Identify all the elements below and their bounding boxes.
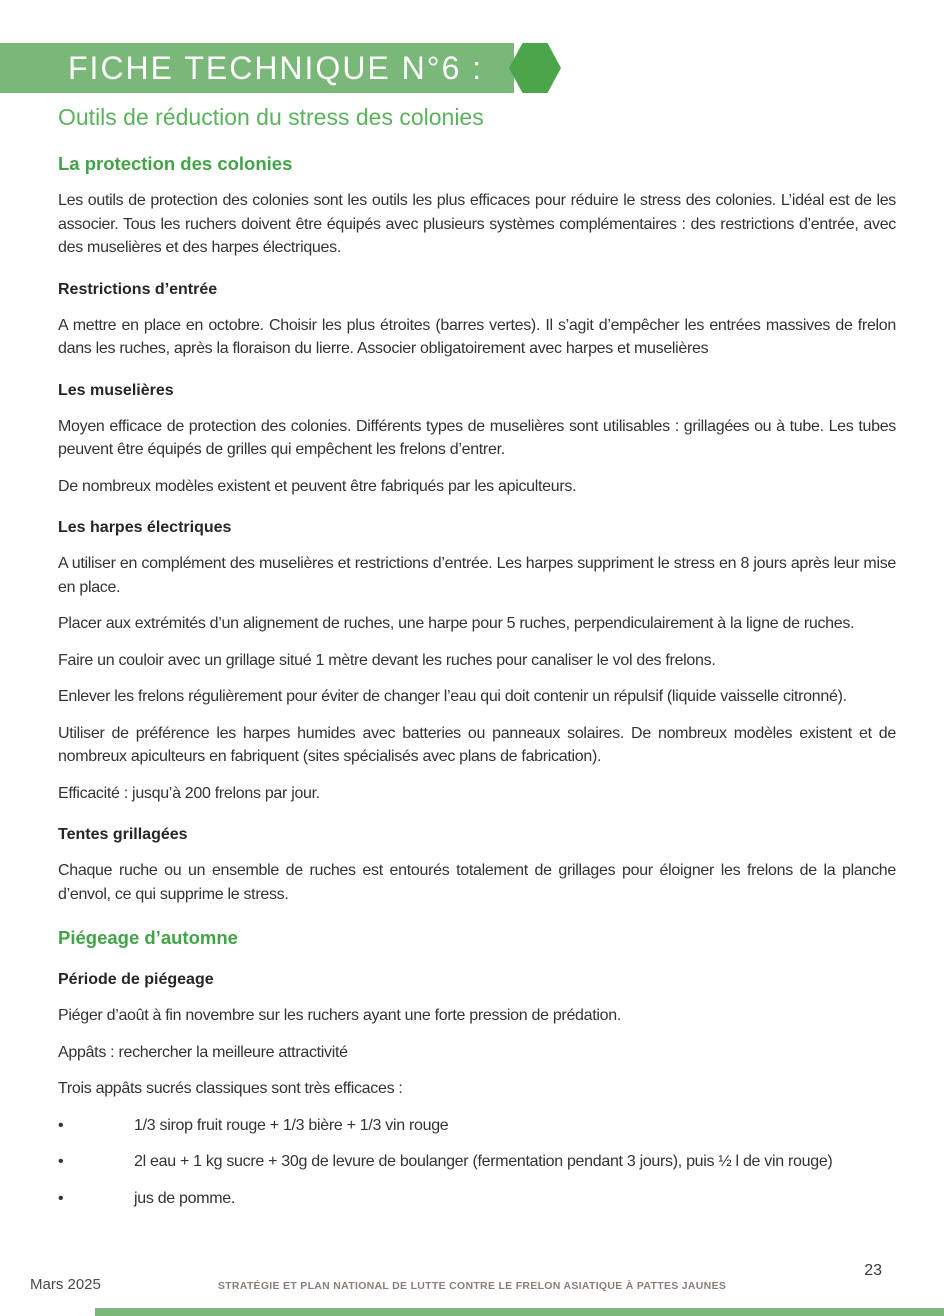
paragraph: Placer aux extrémités d’un alignement de ruches, une harpe pour 5 ruches, perpendiculairement à la ligne de ruches. — [58, 615, 855, 632]
bottom-green-strip — [95, 1308, 944, 1316]
paragraph: Les outils de protection des colonies sont les outils les plus efficaces pour réduire le stress des colonies. L’idéal est de les associer. Tous les ruchers doivent être équipés avec plusieurs systèmes complémentaires : des restrictions d’entrée, avec des muselières et des harpes électriques. — [58, 192, 896, 256]
paragraph: Piéger d’août à fin novembre sur les ruchers ayant une forte pression de prédation. — [58, 1007, 621, 1024]
document-subtitle: Outils de réduction du stress des colonies — [58, 104, 484, 130]
banner — [0, 43, 514, 93]
bullet-text: 2l eau + 1 kg sucre + 30g de levure de boulanger (fermentation pendant 3 jours), puis ½ l de vin rouge) — [134, 1153, 833, 1170]
bullet-icon: • — [58, 1153, 64, 1170]
document-content — [58, 102, 896, 1210]
content-blocks — [58, 152, 896, 1210]
subsection-heading: Les muselières — [58, 381, 174, 399]
footer-title: STRATÉGIE ET PLAN NATIONAL DE LUTTE CONTRE LE FRELON ASIATIQUE À PATTES JAUNES — [217, 1280, 727, 1292]
bullet-text: jus de pomme. — [134, 1189, 236, 1207]
subsection-heading: Restrictions d’entrée — [58, 280, 218, 298]
paragraph: A mettre en place en octobre. Choisir les plus étroites (barres vertes). Il s’agit d’empêcher les entrées massives de frelon dans les ruches, après la floraison du lierre. Associer obligatoirement avec harpes et muselières — [58, 316, 896, 357]
bullet-icon: • — [58, 1116, 64, 1134]
paragraph: De nombreux modèles existent et peuvent être fabriqués par les apiculteurs. — [58, 477, 577, 495]
page-number: 23 — [864, 1262, 882, 1279]
bullet-text: 1/3 sirop fruit rouge + 1/3 bière + 1/3 vin rouge — [134, 1116, 449, 1134]
paragraph: Chaque ruche ou un ensemble de ruches est entourés totalement de grillages pour éloigner les frelons de la planche d’envol, ce qui supprime le stress. — [58, 862, 896, 903]
bullet-item — [58, 1150, 896, 1174]
paragraph: Trois appâts sucrés classiques sont très efficaces : — [58, 1080, 403, 1097]
hexagon-icon — [509, 42, 561, 94]
footer-date: Mars 2025 — [30, 1276, 101, 1293]
bullet-icon: • — [58, 1189, 64, 1207]
bullet-item — [58, 1114, 896, 1138]
subsection-heading: Tentes grillagées — [58, 826, 188, 843]
paragraph: Faire un couloir avec un grillage situé 1 mètre devant les ruches pour canaliser le vol des frelons. — [58, 651, 716, 669]
paragraph: A utiliser en complément des muselières et restrictions d’entrée. Les harpes suppriment le stress en 8 jours après leur mise en place. — [58, 555, 896, 596]
section-heading: La protection des colonies — [58, 153, 293, 174]
paragraph: Utiliser de préférence les harpes humides avec batteries ou panneaux solaires. De nombreux modèles existent et de nombreux apiculteurs en fabriquent (sites spécialisés avec plans de fabrication). — [58, 724, 896, 765]
paragraph: Appâts : rechercher la meilleure attractivité — [58, 1043, 348, 1061]
paragraph: Moyen efficace de protection des colonies. Différents types de muselières sont utilisables : grillagées ou à tube. Les tubes peuvent être équipés de grilles qui empêchent les frelons d’entrer. — [58, 417, 896, 458]
bullet-item — [58, 1187, 896, 1211]
paragraph: Efficacité : jusqu’à 200 frelons par jour. — [58, 784, 320, 802]
section-heading: Piégeage d’automne — [58, 927, 238, 948]
subsection-heading: Les harpes électriques — [58, 519, 232, 536]
paragraph: Enlever les frelons régulièrement pour éviter de changer l’eau qui doit contenir un répulsif (liquide vaisselle citronné). — [58, 688, 847, 705]
page-title: FICHE TECHNIQUE N°6 : — [68, 49, 484, 86]
subsection-heading: Période de piégeage — [58, 971, 214, 988]
